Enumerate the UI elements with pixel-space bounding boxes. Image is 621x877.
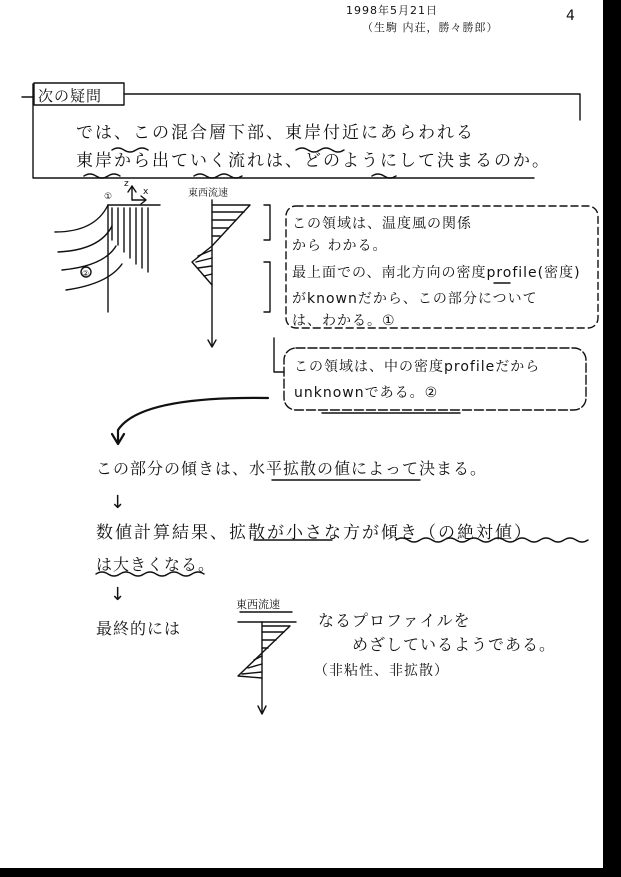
result-line-2: は大きくなる。 bbox=[96, 555, 216, 574]
velocity-profile-curve bbox=[192, 205, 250, 285]
velocity-hatch bbox=[196, 212, 244, 276]
down-arrow-1: ↓ bbox=[110, 492, 128, 513]
curved-arrow bbox=[118, 398, 268, 442]
note-1-line-1: この領域は、温度風の関係 bbox=[292, 216, 472, 232]
note-1-line-5: は、わかる。① bbox=[292, 313, 396, 329]
brace-lower bbox=[264, 262, 270, 312]
note-box-2-connector bbox=[274, 338, 284, 372]
final-profile-curve bbox=[238, 626, 290, 678]
isopycnal-2 bbox=[58, 226, 112, 252]
question-title: 次の疑問 bbox=[38, 87, 103, 105]
label-two-marker: ② bbox=[82, 269, 90, 278]
label-one-marker: ① bbox=[104, 192, 113, 202]
question-line-1: では、この混合層下部、東岸付近にあらわれる bbox=[76, 123, 475, 143]
question-line-2: 東岸から出ていく流れは、どのようにして決まるのか。 bbox=[76, 151, 551, 171]
final-line-2: めざしているようである。 bbox=[352, 635, 557, 654]
z-axis-arrow bbox=[128, 186, 136, 200]
header-date: 1998年5月21日 bbox=[346, 4, 438, 17]
final-line-1: なるプロファイルを bbox=[318, 611, 471, 630]
note-1-line-3: 最上面での、南北方向の密度profile(密度) bbox=[292, 265, 581, 281]
note-1-line-4: がknownだから、この部分について bbox=[292, 291, 538, 307]
header-author: （生駒 内荘，勝々勝郎） bbox=[362, 21, 499, 34]
z-axis-label: z bbox=[124, 179, 129, 189]
hatched-region bbox=[112, 208, 148, 272]
note-1-line-2: から わかる。 bbox=[292, 238, 388, 254]
brace-upper bbox=[264, 205, 270, 240]
final-prefix: 最終的には bbox=[96, 619, 182, 638]
result-line-1: 数値計算結果、拡散が小さな方が傾き（の絶対値） bbox=[96, 523, 533, 543]
page-number: 4 bbox=[566, 8, 576, 24]
x-axis-arrow bbox=[132, 196, 146, 204]
note-2-line-1: この領域は、中の密度profileだから bbox=[294, 359, 541, 375]
x-axis-label: x bbox=[143, 187, 149, 197]
isopycnal-1 bbox=[55, 205, 108, 232]
velocity-label: 東西流速 bbox=[188, 188, 228, 199]
final-velocity-label: 東西流速 bbox=[236, 598, 280, 611]
slope-statement: この部分の傾きは、水平拡散の値によって決まる。 bbox=[96, 459, 488, 478]
down-arrow-2: ↓ bbox=[110, 584, 128, 605]
note-2-line-2: unknownである。② bbox=[294, 385, 439, 401]
question-frame-top bbox=[124, 94, 580, 120]
final-note: （非粘性、非拡散） bbox=[314, 663, 449, 679]
